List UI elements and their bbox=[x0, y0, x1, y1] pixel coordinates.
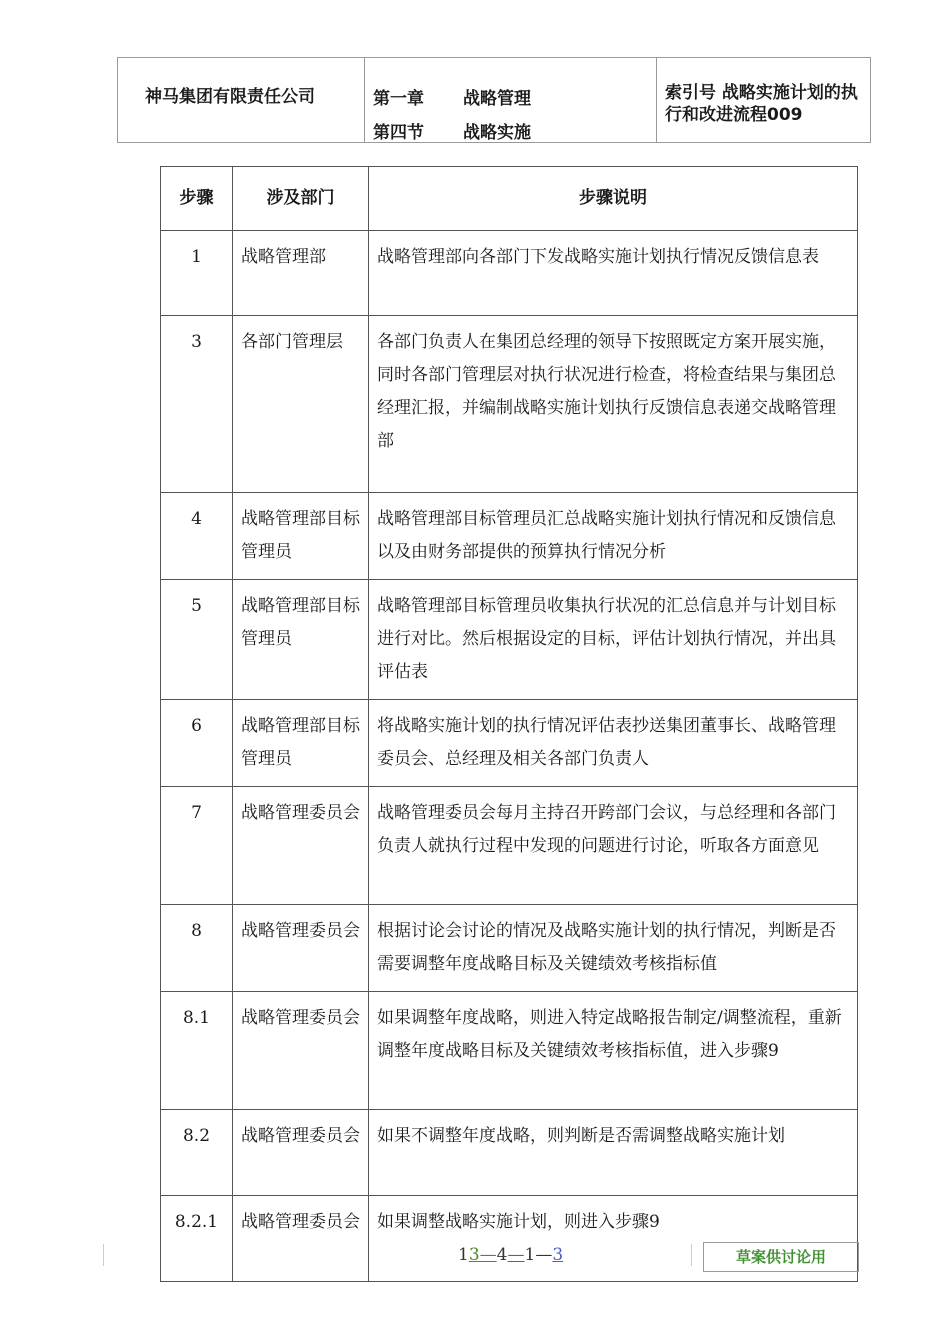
step-number: 8 bbox=[161, 905, 233, 992]
step-description: 如果调整年度战略，则进入特定战略报告制定/调整流程，重新调整年度战略目标及关键绩效考核指标值，进入步骤9 bbox=[369, 992, 858, 1110]
step-description: 战略管理部目标管理员汇总战略实施计划执行情况和反馈信息以及由财务部提供的预算执行情况分析 bbox=[369, 493, 858, 580]
company-name: 神马集团有限责任公司 bbox=[145, 87, 315, 107]
table-row bbox=[161, 580, 858, 700]
page-part-revision: 3 bbox=[552, 1245, 564, 1265]
step-description: 将战略实施计划的执行情况评估表抄送集团董事长、战略管理委员会、总经理及相关各部门负责人 bbox=[369, 700, 858, 787]
page-part: 1 bbox=[458, 1245, 469, 1265]
table-row bbox=[161, 493, 858, 580]
header-step: 步骤 bbox=[161, 167, 233, 231]
step-number: 7 bbox=[161, 787, 233, 905]
step-description: 各部门负责人在集团总经理的领导下按照既定方案开展实施，同时各部门管理层对执行状况进行检查，将检查结果与集团总经理汇报，并编制战略实施计划执行反馈信息表递交战略管理部 bbox=[369, 316, 858, 493]
table-header-row bbox=[161, 167, 858, 231]
page-part-sep: — bbox=[479, 1245, 497, 1265]
department: 各部门管理层 bbox=[233, 316, 369, 493]
page-part-sep: — bbox=[535, 1245, 553, 1265]
table-row bbox=[161, 231, 858, 316]
step-description: 战略管理部向各部门下发战略实施计划执行情况反馈信息表 bbox=[369, 231, 858, 316]
step-number: 1 bbox=[161, 231, 233, 316]
table-row bbox=[161, 1110, 858, 1196]
page-part: 1 bbox=[524, 1245, 536, 1265]
step-number: 8.1 bbox=[161, 992, 233, 1110]
table-row bbox=[161, 787, 858, 905]
footer-right-mark bbox=[691, 1244, 692, 1266]
section-label: 第四节 bbox=[373, 123, 424, 143]
table-row bbox=[161, 992, 858, 1110]
chapter-title: 战略管理 bbox=[463, 89, 531, 109]
step-number: 3 bbox=[161, 316, 233, 493]
department: 战略管理部目标管理员 bbox=[233, 700, 369, 787]
header-dept: 涉及部门 bbox=[233, 167, 369, 231]
department: 战略管理委员会 bbox=[233, 1110, 369, 1196]
page-part-revision: 3 bbox=[468, 1245, 480, 1265]
steps-table bbox=[160, 166, 858, 1282]
page-part-sep: — bbox=[507, 1245, 525, 1265]
department: 战略管理委员会 bbox=[233, 992, 369, 1110]
footer-left-mark bbox=[103, 1244, 104, 1266]
step-number: 4 bbox=[161, 493, 233, 580]
draft-stamp: 草案供讨论用 bbox=[703, 1242, 859, 1272]
step-number: 8.2 bbox=[161, 1110, 233, 1196]
page-part: 4 bbox=[496, 1245, 508, 1265]
department: 战略管理部 bbox=[233, 231, 369, 316]
step-number: 8.2.1 bbox=[161, 1196, 233, 1282]
section-title: 战略实施 bbox=[463, 123, 531, 143]
step-description: 如果不调整年度战略，则判断是否需调整战略实施计划 bbox=[369, 1110, 858, 1196]
page-number bbox=[458, 1245, 563, 1265]
step-number: 6 bbox=[161, 700, 233, 787]
step-number: 5 bbox=[161, 580, 233, 700]
table-row bbox=[161, 700, 858, 787]
table-row bbox=[161, 316, 858, 493]
step-description: 战略管理委员会每月主持召开跨部门会议，与总经理和各部门负责人就执行过程中发现的问题进行讨论，听取各方面意见 bbox=[369, 787, 858, 905]
header-desc: 步骤说明 bbox=[369, 167, 858, 231]
step-description: 如果调整战略实施计划，则进入步骤9 bbox=[369, 1196, 858, 1282]
table-row bbox=[161, 905, 858, 992]
department: 战略管理委员会 bbox=[233, 787, 369, 905]
step-description: 根据讨论会讨论的情况及战略实施计划的执行情况，判断是否需要调整年度战略目标及关键绩效考核指标值 bbox=[369, 905, 858, 992]
department: 战略管理部目标管理员 bbox=[233, 493, 369, 580]
step-description: 战略管理部目标管理员收集执行状况的汇总信息并与计划目标进行对比。然后根据设定的目标，评估计划执行情况，并出具评估表 bbox=[369, 580, 858, 700]
department: 战略管理部目标管理员 bbox=[233, 580, 369, 700]
department: 战略管理委员会 bbox=[233, 905, 369, 992]
department: 战略管理委员会 bbox=[233, 1196, 369, 1282]
chapter-label: 第一章 bbox=[373, 89, 424, 109]
index-text: 索引号 战略实施计划的执行和改进流程009 bbox=[665, 83, 858, 125]
